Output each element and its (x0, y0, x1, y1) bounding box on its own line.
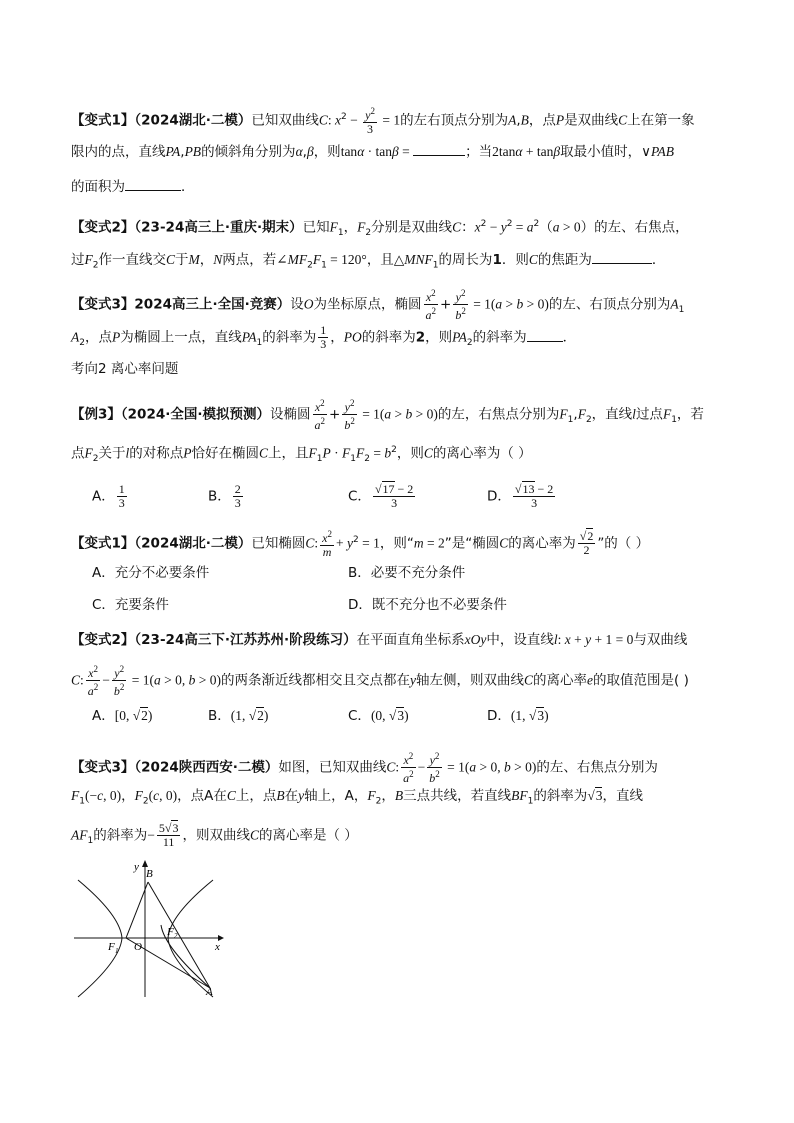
label-o: O (134, 941, 142, 953)
variant2b-line2: C: $\frac{x^2}{a^2}$ − $\frac{y^2}{b^2}$ = 1(a > 0, b > 0)的两条渐近线都相交且交点都在y轴左侧，则双曲线C的离心率e的取值范围是( ) (71, 664, 689, 698)
variant1-line3: 的面积为 ． (71, 176, 195, 197)
variant2b-line1: 【变式2】（23-24高三下·江苏苏州·阶段练习）在平面直角坐标系xOy中，设直线l: x + y + 1 = 0与双曲线 (71, 632, 688, 648)
option-a[interactable]: A．[0, √2) (92, 708, 153, 724)
variant1b-line1: 【变式1】（2024湖北·二模）已知椭圆C: $\frac{x^2}{m}$ + $y^2 = 1$，则“m = 2”是“椭圆C的离心率为 $\frac{√2}{2}$ ”的（ ） (71, 529, 650, 559)
variant-label: 【变式2】 (71, 219, 135, 236)
option-d[interactable]: D． $\frac{√13 - 2}{3}$ (487, 482, 554, 510)
example3-line1: 【例3】（2024·全国·模拟预测）设椭圆 $\frac{x^2}{a^2}$ + $\frac{y^2}{b^2}$ = 1(a > b > 0)的左，右焦点分别为$F_1,F_2$，直线l过点$F_1$，若 (71, 398, 704, 432)
source-tag: （2024·全国·模拟预测） (120, 406, 270, 423)
source-tag: （23-24高三下·江苏苏州·阶段练习） (134, 632, 357, 648)
answer-blank[interactable] (413, 141, 465, 156)
example3-line2: 点$F_2$关于l的对称点P恰好在椭圆C上，且$F_1P \cdot F_1F_2 = b^2$，则C的离心率为（ ） (71, 445, 532, 465)
source-tag: 2024高三上·全国·竞赛） (134, 296, 291, 313)
label-f1: F (108, 941, 115, 953)
variant3b-line3: $AF_1$的斜率为− $\frac{5√3}{11}$ ，则双曲线C的离心率是（ ） (71, 821, 358, 849)
label-f1-sub: 1 (115, 947, 119, 955)
variant3b-line1: 【变式3】（2024陕西西安·二模）如图，已知双曲线C: $\frac{x^2}{a^2}$ − $\frac{y^2}{b^2}$ = 1(a > 0, b > 0)的左、右焦点分别为 (71, 751, 658, 785)
variant1-line1: 【变式1】（2024湖北·二模）已知双曲线C: $x^2$ − $\frac{y^2}{3}$ = 1的左右顶点分别为A,B，点P是双曲线C上在第一象 (71, 106, 695, 136)
option-c[interactable]: C．(0, √3) (348, 708, 409, 724)
option-a[interactable]: A．充分不必要条件 (92, 565, 210, 581)
source-tag: （2024湖北·二模） (134, 112, 252, 129)
option-c[interactable]: C． $\frac{√17 - 2}{3}$ (348, 482, 414, 510)
option-d[interactable]: D．(1, √3) (487, 708, 549, 724)
variant-label: 【变式1】 (71, 112, 135, 129)
option-c[interactable]: C．充要条件 (92, 597, 169, 613)
hyperbola-figure (68, 855, 228, 1007)
option-b[interactable]: B． $\frac{2}{3}$ (208, 482, 241, 510)
label-a: A (206, 986, 213, 998)
variant3-line1: 【变式3】2024高三上·全国·竞赛）设O为坐标原点，椭圆 $\frac{x^2}{a^2}$ + $\frac{y^2}{b^2}$ = 1(a > b > 0)的左、右顶点分别为$A_1$ (71, 288, 685, 322)
variant2-line2: 过$F_2$作一直线交C于M，N两点，若$\angle MF_2F_1 = 120^\circ$，且$\triangle MNF_1$的周长为1．则C的焦距为 ． (71, 249, 665, 276)
line-ba (148, 882, 210, 988)
variant-label: 【变式2】 (71, 632, 135, 648)
variant3b-line2: $F_1(-c$, 0)，$F_2(c$, 0)，点A在C上，点B在y轴上，A，$F_2$，B三点共线，若直线$BF_1$的斜率为√3，直线 (71, 788, 643, 807)
answer-blank[interactable] (125, 176, 181, 191)
option-b[interactable]: B．必要不充分条件 (348, 565, 466, 581)
answer-blank[interactable] (592, 249, 652, 264)
source-tag: （2024陕西西安·二模） (134, 759, 279, 776)
source-tag: （2024湖北·二模） (134, 535, 252, 552)
option-a[interactable]: A． $\frac{1}{3}$ (92, 482, 125, 510)
variant2-line1: 【变式2】（23-24高三上·重庆·期末）已知$F_1$，$F_2$分别是双曲线C：$x^2 - y^2 = a^2(a > 0)$的左、右焦点， (71, 219, 689, 239)
variant-label: 【变式3】 (71, 296, 135, 313)
label-y: y (134, 861, 139, 873)
label-f2: F (167, 926, 174, 938)
variant1-line2: 限内的点，直线PA,PB的倾斜角分别为α,β，则tanα · tanβ = ；当2tanα + tanβ取最小值时，∨PAB (71, 141, 674, 162)
example-label: 【例3】 (71, 406, 121, 423)
source-tag: （23-24高三上·重庆·期末） (134, 219, 303, 236)
answer-blank[interactable] (527, 327, 563, 342)
variant-label: 【变式3】 (71, 759, 135, 776)
variant3-line2: $A_2$，点P为椭圆上一点，直线$PA_1$的斜率为 $\frac{1}{3}$ ，PO的斜率为2，则$PA_2$的斜率为 ． (71, 323, 577, 351)
label-x: x (215, 941, 220, 953)
option-d[interactable]: D．既不充分也不必要条件 (348, 597, 507, 613)
y-axis-arrow (142, 860, 148, 867)
label-f2-sub: 2 (174, 932, 178, 940)
variant-label: 【变式1】 (71, 535, 135, 552)
section-heading: 考向2 离心率问题 (71, 361, 179, 377)
label-b: B (146, 868, 153, 880)
option-b[interactable]: B．(1, √2) (208, 708, 269, 724)
